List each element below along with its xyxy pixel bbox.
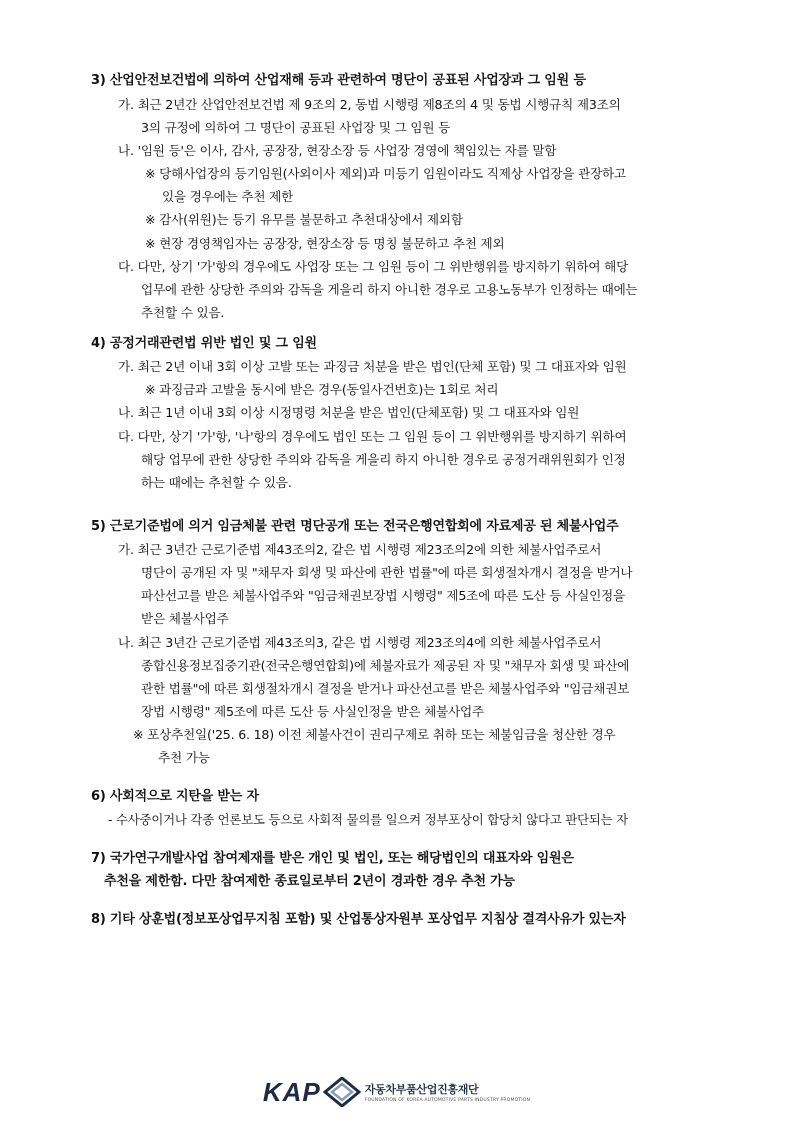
section-3-note2: ※ 감사(위원)는 등기 유무를 불문하고 추천대상에서 제외함 xyxy=(145,212,463,227)
kap-logo-text: KAP xyxy=(262,1076,321,1107)
section-3-note1-line1: ※ 당해사업장의 등기임원(사외이사 제외)과 미등기 임원이라도 직제상 사업장을 관장하고 xyxy=(145,166,626,181)
section-5-item-ga-line2: 명단이 공개된 자 및 "채무자 회생 및 파산에 관한 법률"에 따른 회생절차개시 결정을 받거나 xyxy=(141,565,633,580)
section-8-heading: 8) 기타 상훈법(정보포상업무지침 포함) 및 산업통상자원부 포상업무 지침상 결격사유가 있는자 xyxy=(91,912,626,927)
section-5-item-na-line3: 관한 법률"에 따른 회생절차개시 결정을 받거나 파산선고를 받은 체불사업주와 "임금채권보 xyxy=(141,681,630,696)
section-4-heading: 4) 공정거래관련법 위반 법인 및 그 임원 xyxy=(91,336,317,351)
section-7-heading-line1: 7) 국가연구개발사업 참여제재를 받은 개인 및 법인, 또는 해당법인의 대표자와 임원은 xyxy=(91,851,574,866)
section-3-item-da-line3: 추천할 수 있음. xyxy=(141,305,225,320)
org-name: 자동차부품산업진흥재단 xyxy=(364,1083,479,1096)
org-subtitle: FOUNDATION OF KOREA AUTOMOTIVE PARTS INDUSTRY PROMOTION xyxy=(364,1098,531,1103)
section-4-item-ga: 가. 최근 2년 이내 3회 이상 고발 또는 과징금 처분을 받은 법인(단체 포함) 및 그 대표자와 임원 xyxy=(118,359,627,374)
section-3-item-da-line1: 다. 다만, 상기 '가'항의 경우에도 사업장 또는 그 임원 등이 그 위반행위를 방지하기 위하여 해당 xyxy=(118,259,629,274)
section-4-item-da-line3: 하는 때에는 추천할 수 있음. xyxy=(141,475,292,490)
section-3-item-da-line2: 업무에 관한 상당한 주의와 감독을 게을리 하지 아니한 경우로 고용노동부가 인정하는 때에는 xyxy=(141,282,638,297)
section-3-item-ga-line2: 3의 규정에 의하여 그 명단이 공표된 사업장 및 그 임원 등 xyxy=(141,120,451,135)
section-4-item-da-line1: 다. 다만, 상기 '가'항, '나'항의 경우에도 법인 또는 그 임원 등이 그 위반행위를 방지하기 위하여 xyxy=(118,429,627,444)
section-3-item-na: 나. '임원 등'은 이사, 감사, 공장장, 현장소장 등 사업장 경영에 책임있는 자를 말함 xyxy=(118,143,557,158)
section-6-item: - 수사중이거나 각종 언론보도 등으로 사회적 물의를 일으켜 정부포상이 합당치 않다고 판단되는 자 xyxy=(108,812,628,827)
section-5-item-na-line4: 장법 시행령" 제5조에 따른 도산 등 사실인정을 받은 체불사업주 xyxy=(141,704,484,719)
section-5-item-na-line2: 종합신용정보집중기관(전국은행연합회)에 체불자료가 제공된 자 및 "채무자 회생 및 파산에 xyxy=(141,658,630,673)
section-5-item-ga-line3: 파산선고를 받은 체불사업주와 "임금채권보장법 시행령" 제5조에 따른 도산 등 사실인정을 xyxy=(141,588,625,603)
section-5-note-line1: ※ 포상추천일('25. 6. 18) 이전 체불사건이 권리구제로 취하 또는 체불임금을 청산한 경우 xyxy=(133,727,616,742)
section-7-heading-line2: 추천을 제한함. 다만 참여제한 종료일로부터 2년이 경과한 경우 추천 가능 xyxy=(104,874,515,889)
section-3-heading: 3) 산업안전보건법에 의하여 산업재해 등과 관련하여 명단이 공표된 사업장과 그 임원 등 xyxy=(91,73,586,88)
section-5-item-ga-line4: 받은 체불사업주 xyxy=(141,611,229,626)
section-3-item-ga-line1: 가. 최근 2년간 산업안전보건법 제 9조의 2, 동법 시행령 제8조의 4 및 동법 시행규칙 제3조의 xyxy=(118,97,621,112)
section-4-note: ※ 과징금과 고발을 동시에 받은 경우(동일사건번호)는 1회로 처리 xyxy=(145,382,499,397)
section-5-item-ga-line1: 가. 최근 3년간 근로기준법 제43조의2, 같은 법 시행령 제23조의2에 의한 체불사업주로서 xyxy=(118,542,602,557)
section-3-note3: ※ 현장 경영책임자는 공장장, 현장소장 등 명칭 불문하고 추천 제외 xyxy=(145,236,505,251)
section-4-item-da-line2: 해당 업무에 관한 상당한 주의와 감독을 게을리 하지 아니한 경우로 공정거래위원회가 인정 xyxy=(141,452,626,467)
footer-logo xyxy=(0,1072,793,1112)
section-4-item-na: 나. 최근 1년 이내 3회 이상 시정명령 처분을 받은 법인(단체포함) 및 그 대표자와 임원 xyxy=(118,405,580,420)
section-5-heading: 5) 근로기준법에 의거 임금체불 관련 명단공개 또는 전국은행연합회에 자료제공 된 체불사업주 xyxy=(91,519,619,534)
org-name-block xyxy=(365,1081,530,1103)
section-5-note-line2: 추천 가능 xyxy=(158,750,210,765)
section-6-heading: 6) 사회적으로 지탄을 받는 자 xyxy=(91,789,259,804)
section-3-note1-line2: 있을 경우에는 추천 제한 xyxy=(162,189,294,204)
section-5-item-na-line1: 나. 최근 3년간 근로기준법 제43조의3, 같은 법 시행령 제23조의4에 의한 체불사업주로서 xyxy=(118,635,602,650)
kap-diamond-icon xyxy=(323,1077,361,1107)
